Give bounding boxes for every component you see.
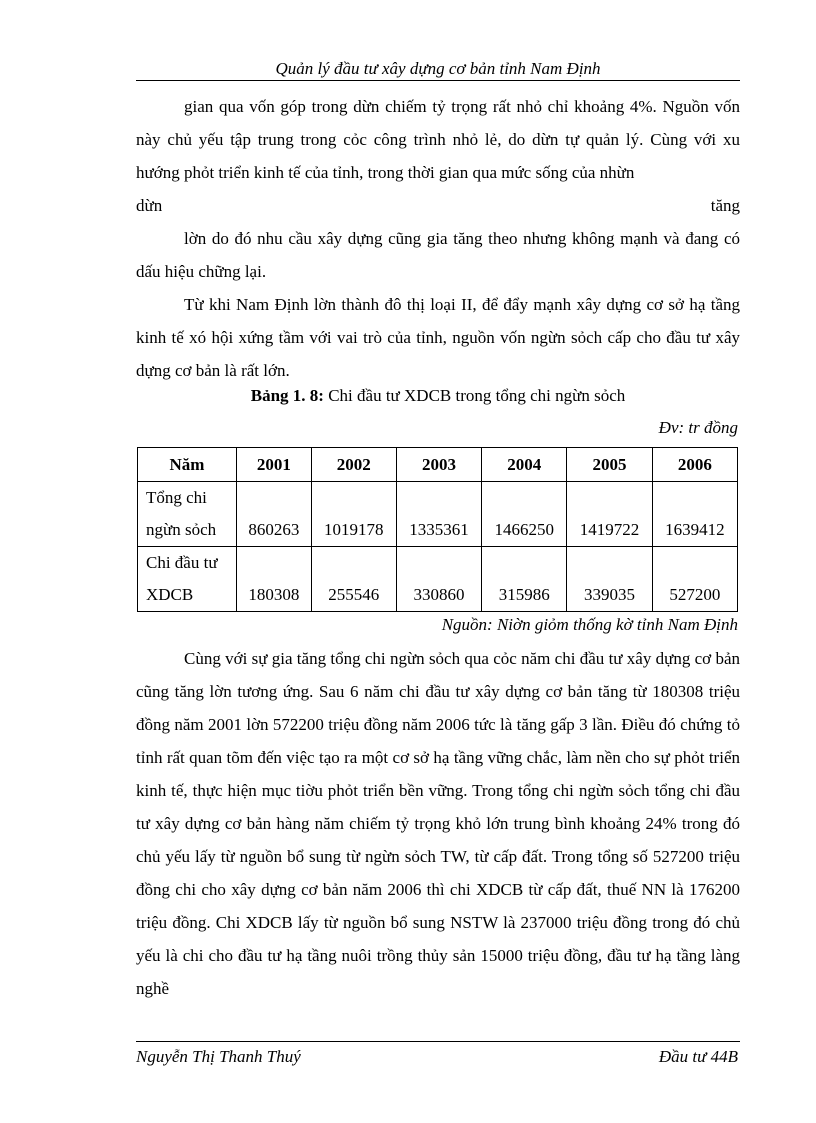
split-line-left: dừn (136, 196, 163, 215)
header-cell-2002: 2002 (311, 448, 396, 482)
analysis-paragraph: Cùng với sự gia tăng tổng chi ngừn sỏch qua cỏc năm chi đầu tư xây dựng cơ bản cũng tăng lờn tương ứng. Sau 6 năm chi đầu tư xây dựng cơ bản tăng từ 180308 triệu đồng năm 2001 lờn 572200 triệu đồng năm 2006 tức là tăng gấp 3 lần. Điều đó chứng tỏ tỉnh rất quan tõm đến việc tạo ra một cơ sở hạ tầng vững chắc, làm nền cho sự phỏt triển kinh tế, thực hiện mục tiờu phỏt triển bền vững. Trong tổng chi ngừn sỏch tổng chi đầu tư xây dựng cơ bản hàng năm chiếm tỷ trọng khỏ lớn trung bình khoảng 24% trong đó chủ yếu lấy từ nguồn bổ sung từ ngừn sỏch TW, từ cấp đất. Trong tổng số 527200 triệu đồng chi cho xây dựng cơ bản năm 2006 thì chi XDCB từ cấp đất, thuế NN là 176200 triệu đồng. Chi XDCB lấy từ nguồn bổ sung NSTW là 237000 triệu đồng trong đó chủ yếu là chi cho đầu tư hạ tầng nuôi trồng thủy sản 15000 triệu đồng, đầu tư hạ tầng làng nghề (136, 649, 740, 998)
budget-table (137, 447, 738, 612)
table-cell: 1419722 (567, 482, 652, 547)
table-cell: 860263 (237, 482, 312, 547)
table-header-row (138, 448, 738, 482)
header-cell-2003: 2003 (396, 448, 481, 482)
table-unit: Đv: tr đồng (658, 418, 738, 437)
intro-paragraph-1: gian qua vốn góp trong dừn chiếm tỷ trọng rất nhỏ chỉ khoảng 4%. Nguồn vốn này chủ yếu tập trung trong cỏc công trình nhỏ lẻ, do dừn tự quản lý. Cùng với xu hướng phỏt triển kinh tế của tỉnh, trong thời gian qua mức sống của nhừn (136, 97, 740, 182)
table-cell: 339035 (567, 547, 652, 612)
intro-split-line (136, 189, 740, 222)
row-label-line-1: Tổng chi (146, 488, 207, 507)
split-line-right: tăng (710, 196, 740, 215)
footer-divider (136, 1041, 740, 1042)
header-cell-year: Năm (138, 448, 237, 482)
table-cell: 1639412 (652, 482, 737, 547)
header-cell-2006: 2006 (652, 448, 737, 482)
row-label-line-2: ngừn sỏch (146, 520, 217, 539)
footer-class: Đầu tư 44B (658, 1047, 738, 1066)
row-label (138, 482, 237, 547)
table-caption-title: Chi đầu tư XDCB trong tổng chi ngừn sỏch (323, 386, 626, 405)
table-cell: 1335361 (396, 482, 481, 547)
intro-paragraph-2: lờn do đó nhu cầu xây dựng cũng gia tăng theo nhưng không mạnh và đang có dấu hiệu chững lại. (136, 229, 740, 281)
table-cell: 255546 (311, 547, 396, 612)
row-label (138, 547, 237, 612)
row-label-line-1: Chi đầu tư (146, 553, 218, 572)
header-cell-2005: 2005 (567, 448, 652, 482)
table-cell: 527200 (652, 547, 737, 612)
table-source: Nguồn: Niờn giỏm thống kờ tỉnh Nam Định (441, 615, 738, 634)
intro-paragraph-3: Từ khi Nam Định lờn thành đô thị loại II, để đẩy mạnh xây dựng cơ sở hạ tầng kinh tế xó hội xứng tầm với vai trò của tỉnh, nguồn vốn ngừn sỏch cấp cho đầu tư xây dựng cơ bản là rất lớn. (136, 295, 740, 380)
table-caption-number: Bảng 1. 8: (250, 386, 324, 405)
table-cell: 330860 (396, 547, 481, 612)
header-divider (136, 80, 740, 81)
table-caption (136, 384, 740, 408)
table-row (138, 547, 738, 612)
running-header: Quản lý đầu tư xây dựng cơ bản tỉnh Nam Định (275, 59, 601, 78)
table-cell: 315986 (482, 547, 567, 612)
header-cell-2004: 2004 (482, 448, 567, 482)
table-cell: 180308 (237, 547, 312, 612)
footer-author: Nguyễn Thị Thanh Thuý (136, 1047, 301, 1066)
table-row (138, 482, 738, 547)
table-cell: 1019178 (311, 482, 396, 547)
header-cell-2001: 2001 (237, 448, 312, 482)
row-label-line-2: XDCB (146, 585, 194, 604)
analysis-section (136, 642, 740, 1005)
table-cell: 1466250 (482, 482, 567, 547)
intro-section (136, 90, 740, 387)
